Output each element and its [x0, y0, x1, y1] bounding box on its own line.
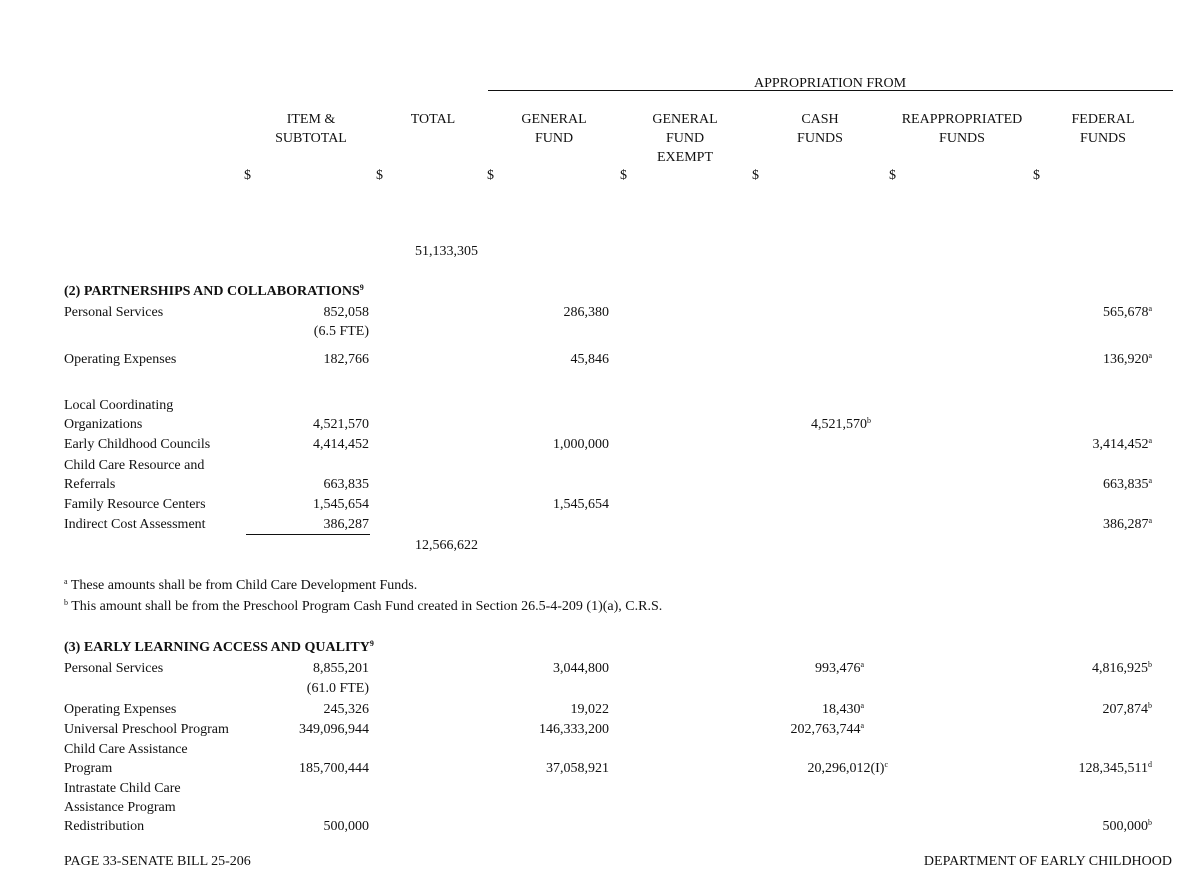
s2-personal-services-general-fund: 286,380 [563, 305, 609, 320]
s3-child-care-assistance-cash: $20,296,012(I)^c$ [807, 760, 888, 776]
dollar-sign: $ [376, 168, 383, 183]
appropriation-from-heading: APPROPRIATION FROM [753, 76, 907, 91]
s3-operating-expenses-federal: 207,874$^b$ [1102, 701, 1152, 717]
s2-family-resource-centers-label: Family Resource Centers [64, 497, 206, 512]
s3-personal-services-fte: (61.0 FTE) [306, 681, 369, 696]
s2-family-resource-centers-general-fund: 1,545,654 [553, 497, 609, 512]
s2-early-childhood-councils-general-fund: 1,000,000 [553, 437, 609, 452]
col-header-cash-funds: CASH FUNDS [797, 112, 843, 146]
s2-child-care-resource-federal: 663,835$^a$ [1102, 476, 1152, 492]
dollar-sign: $ [487, 168, 494, 183]
s2-indirect-cost-item: 386,287 [323, 517, 369, 532]
footnote-a: $^a$ These amounts shall be from Child Care Development Funds. [64, 577, 418, 593]
s2-operating-expenses-general-fund: 45,846 [570, 352, 609, 367]
footer-department-label: DEPARTMENT OF EARLY CHILDHOOD [923, 854, 1172, 869]
s2-personal-services-item: 852,058 [323, 305, 369, 320]
s2-child-care-resource-label: Child Care Resource and Referrals [64, 458, 205, 492]
col-header-federal-funds: FEDERAL FUNDS [1071, 112, 1135, 146]
appropriation-rule [488, 90, 1173, 91]
s2-early-childhood-councils-item: 4,414,452 [313, 437, 369, 452]
section2-total: 12,566,622 [415, 538, 478, 553]
s3-child-care-assistance-general-fund: 37,058,921 [546, 761, 609, 776]
prior-total: 51,133,305 [415, 244, 478, 259]
s2-local-coordinating-cash: 4,521,570$^b$ [811, 416, 871, 432]
s3-intrastate-label: Intrastate Child Care Assistance Program Redistribution [64, 781, 181, 834]
s3-intrastate-federal: 500,000$^b$ [1102, 818, 1152, 834]
dollar-sign: $ [1033, 168, 1040, 183]
s2-early-childhood-councils-federal: 3,414,452$^a$ [1092, 436, 1152, 452]
s3-personal-services-general-fund: 3,044,800 [553, 661, 609, 676]
dollar-sign: $ [620, 168, 627, 183]
s3-personal-services-item: 8,855,201 [313, 661, 369, 676]
s3-operating-expenses-cash: 18,430$^a$ [821, 701, 864, 717]
s2-family-resource-centers-item: 1,545,654 [313, 497, 369, 512]
footer-page-label: PAGE 33-SENATE BILL 25-206 [64, 854, 251, 869]
section2-title: (2) PARTNERSHIPS AND COLLABORATIONS$^9$ [64, 283, 364, 299]
s2-child-care-resource-item: 663,835 [323, 477, 369, 492]
s3-personal-services-cash: 993,476$^a$ [814, 660, 864, 676]
col-header-item-subtotal: ITEM & SUBTOTAL [275, 112, 347, 146]
s2-personal-services-federal: 565,678$^a$ [1102, 304, 1152, 320]
dollar-sign: $ [752, 168, 759, 183]
s3-personal-services-label: Personal Services [64, 661, 164, 676]
s3-operating-expenses-item: 245,326 [323, 702, 369, 717]
s3-child-care-assistance-federal: 128,345,511$^d$ [1078, 760, 1152, 776]
s3-operating-expenses-label: Operating Expenses [64, 702, 177, 717]
s2-indirect-cost-federal: 386,287$^a$ [1102, 516, 1152, 532]
s2-local-coordinating-label: Local Coordinating Organizations [64, 398, 174, 432]
subtotal-underline [246, 534, 370, 535]
s3-universal-preschool-general-fund: 146,333,200 [539, 722, 609, 737]
s2-operating-expenses-federal: 136,920$^a$ [1102, 351, 1152, 367]
s3-child-care-assistance-item: 185,700,444 [299, 761, 369, 776]
s3-universal-preschool-item: 349,096,944 [299, 722, 369, 737]
col-header-general-fund: GENERAL FUND [521, 112, 587, 146]
s2-indirect-cost-label: Indirect Cost Assessment [64, 517, 206, 532]
section3-title: (3) EARLY LEARNING ACCESS AND QUALITY$^9$ [64, 639, 374, 655]
s3-intrastate-item: 500,000 [323, 819, 369, 834]
s2-operating-expenses-label: Operating Expenses [64, 352, 177, 367]
s3-personal-services-federal: 4,816,925$^b$ [1092, 660, 1152, 676]
col-header-general-fund-exempt: GENERAL FUND EXEMPT [652, 112, 718, 165]
s2-personal-services-label: Personal Services [64, 305, 164, 320]
s2-personal-services-fte: (6.5 FTE) [313, 324, 369, 339]
dollar-sign: $ [889, 168, 896, 183]
dollar-sign: $ [244, 168, 251, 183]
s3-operating-expenses-general-fund: 19,022 [570, 702, 609, 717]
s3-child-care-assistance-label: Child Care Assistance Program [64, 742, 188, 776]
s2-operating-expenses-item: 182,766 [323, 352, 369, 367]
s3-universal-preschool-label: Universal Preschool Program [64, 722, 229, 737]
footnote-b: $^b$ This amount shall be from the Preschool Program Cash Fund created in Section 26.5-4-209 (1)(a), C.R.S. [64, 598, 663, 614]
s3-universal-preschool-cash: 202,763,744$^a$ [790, 721, 864, 737]
s2-early-childhood-councils-label: Early Childhood Councils [64, 437, 211, 452]
col-header-total: TOTAL [410, 112, 456, 127]
col-header-reappropriated-funds: REAPPROPRIATED FUNDS [901, 112, 1023, 146]
s2-local-coordinating-item: 4,521,570 [313, 417, 369, 432]
